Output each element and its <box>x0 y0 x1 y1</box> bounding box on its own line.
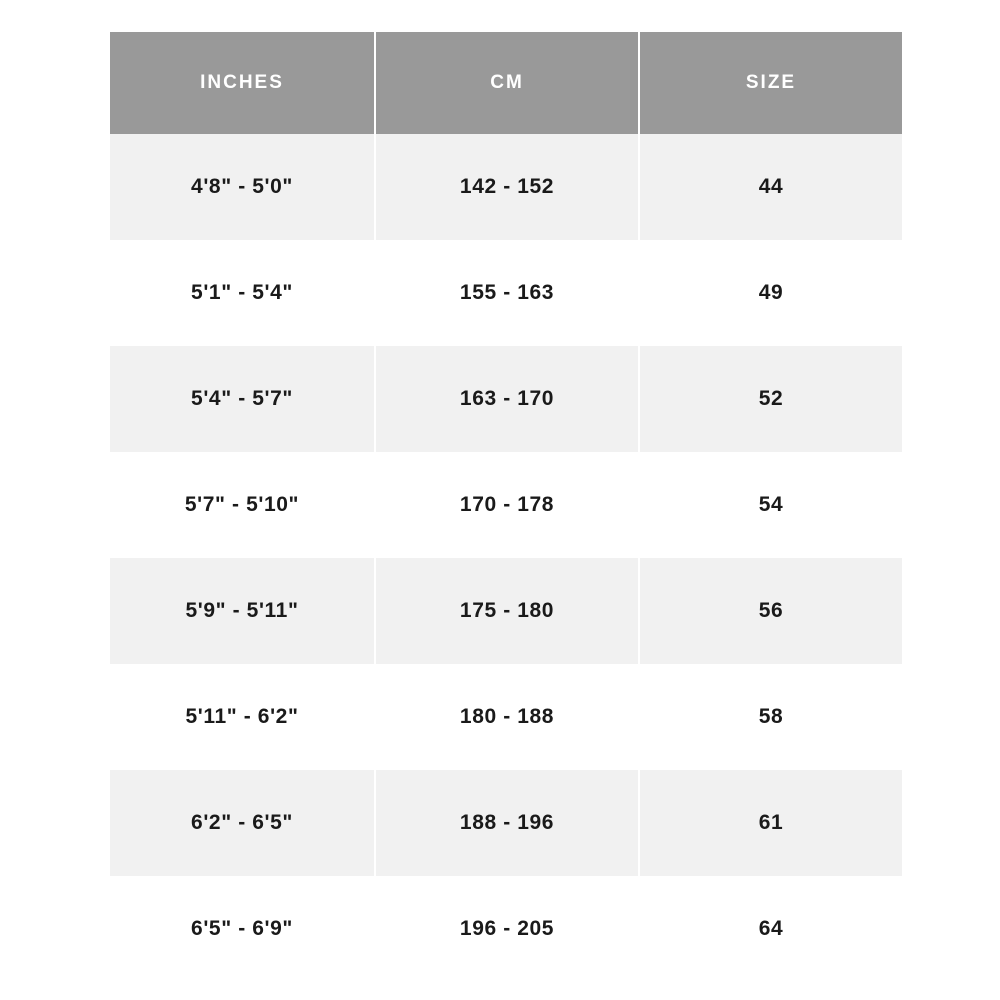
table-row <box>110 876 902 982</box>
cell-cm: 180 - 188 <box>375 664 639 770</box>
cell-inches: 5'1" - 5'4" <box>110 240 375 346</box>
cell-cm: 175 - 180 <box>375 558 639 664</box>
size-chart-table <box>110 32 902 982</box>
cell-inches: 4'8" - 5'0" <box>110 134 375 240</box>
cell-inches: 5'11" - 6'2" <box>110 664 375 770</box>
column-header-inches: INCHES <box>110 32 375 134</box>
cell-cm: 155 - 163 <box>375 240 639 346</box>
cell-size: 44 <box>639 134 902 240</box>
table-row <box>110 134 902 240</box>
cell-cm: 170 - 178 <box>375 452 639 558</box>
cell-size: 56 <box>639 558 902 664</box>
table-row <box>110 452 902 558</box>
cell-cm: 142 - 152 <box>375 134 639 240</box>
table-header-row <box>110 32 902 134</box>
cell-cm: 163 - 170 <box>375 346 639 452</box>
table-body <box>110 134 902 982</box>
cell-inches: 5'7" - 5'10" <box>110 452 375 558</box>
cell-inches: 5'4" - 5'7" <box>110 346 375 452</box>
cell-size: 61 <box>639 770 902 876</box>
table-row <box>110 558 902 664</box>
column-header-cm: CM <box>375 32 639 134</box>
table-row <box>110 664 902 770</box>
cell-size: 64 <box>639 876 902 982</box>
cell-size: 54 <box>639 452 902 558</box>
cell-size: 49 <box>639 240 902 346</box>
table-row <box>110 346 902 452</box>
cell-inches: 6'5" - 6'9" <box>110 876 375 982</box>
cell-size: 58 <box>639 664 902 770</box>
cell-inches: 6'2" - 6'5" <box>110 770 375 876</box>
cell-cm: 188 - 196 <box>375 770 639 876</box>
cell-cm: 196 - 205 <box>375 876 639 982</box>
table-row <box>110 770 902 876</box>
column-header-size: SIZE <box>639 32 902 134</box>
cell-inches: 5'9" - 5'11" <box>110 558 375 664</box>
table-header <box>110 32 902 134</box>
table-row <box>110 240 902 346</box>
cell-size: 52 <box>639 346 902 452</box>
